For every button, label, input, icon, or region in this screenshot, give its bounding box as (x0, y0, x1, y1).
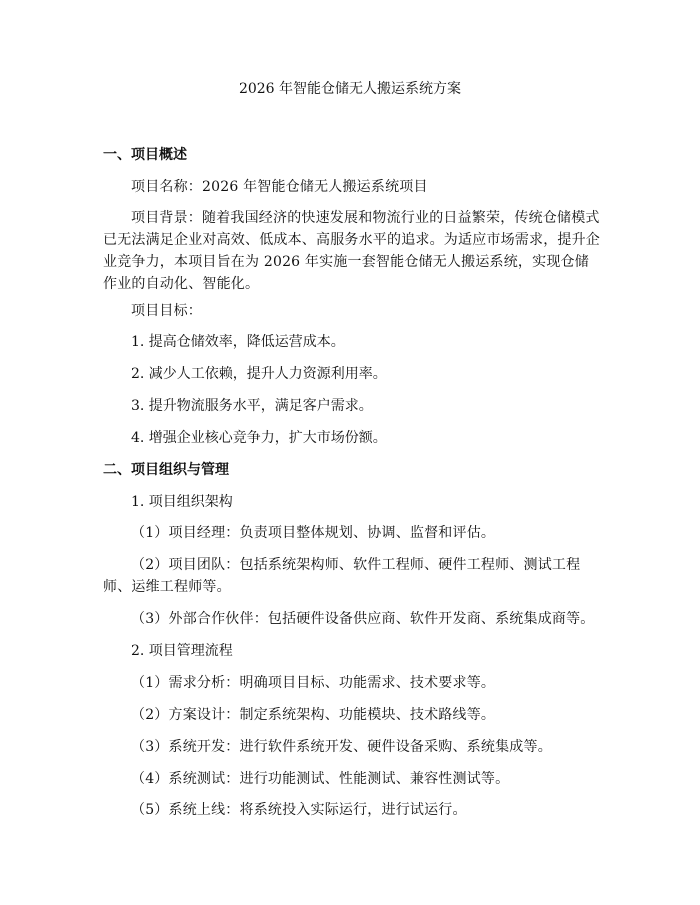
flow-item: （2）方案设计：制定系统架构、功能模块、技术路线等。 (131, 707, 496, 723)
goal-item: 4. 增强企业核心竞争力，扩大市场份额。 (131, 430, 387, 446)
project-name: 项目名称：2026 年智能仓储无人搬运系统项目 (131, 179, 428, 195)
goal-item: 2. 减少人工依赖，提升人力资源利用率。 (131, 366, 387, 382)
flow-item: （4）系统测试：进行功能测试、性能测试、兼容性测试等。 (131, 771, 510, 787)
org-item: （2）项目团队：包括系统架构师、软件工程师、硬件工程师、测试工程师、运维工程师等。 (103, 557, 581, 595)
org-item: （3）外部合作伙伴：包括硬件设备供应商、软件开发商、系统集成商等。 (131, 611, 595, 627)
flow-item: （1）需求分析：明确项目目标、功能需求、技术要求等。 (131, 675, 496, 691)
flow-item: （5）系统上线：将系统投入实际运行，进行试运行。 (131, 802, 467, 818)
org-item: （1）项目经理：负责项目整体规划、协调、监督和评估。 (131, 525, 496, 541)
goal-item: 1. 提高仓储效率，降低运营成本。 (131, 334, 345, 350)
project-goal-label: 项目目标： (131, 303, 202, 319)
project-background: 项目背景：随着我国经济的快速发展和物流行业的日益繁荣，传统仓储模式已无法满足企业对高效、低成本、高服务水平的追求。为适应市场需求，提升企业竞争力，本项目旨在为 2026 年实施一套智能仓储无人搬运系统，实现仓储作业的自动化、智能化。 (103, 210, 600, 292)
section-1-heading: 一、项目概述 (103, 147, 187, 163)
management-flow-title: 2. 项目管理流程 (131, 643, 233, 659)
goal-item: 3. 提升物流服务水平，满足客户需求。 (131, 398, 373, 414)
section-2-heading: 二、项目组织与管理 (103, 462, 229, 478)
flow-item: （3）系统开发：进行软件系统开发、硬件设备采购、系统集成等。 (131, 739, 552, 755)
org-structure-title: 1. 项目组织架构 (131, 494, 233, 510)
document-title: 2026 年智能仓储无人搬运系统方案 (238, 81, 462, 97)
